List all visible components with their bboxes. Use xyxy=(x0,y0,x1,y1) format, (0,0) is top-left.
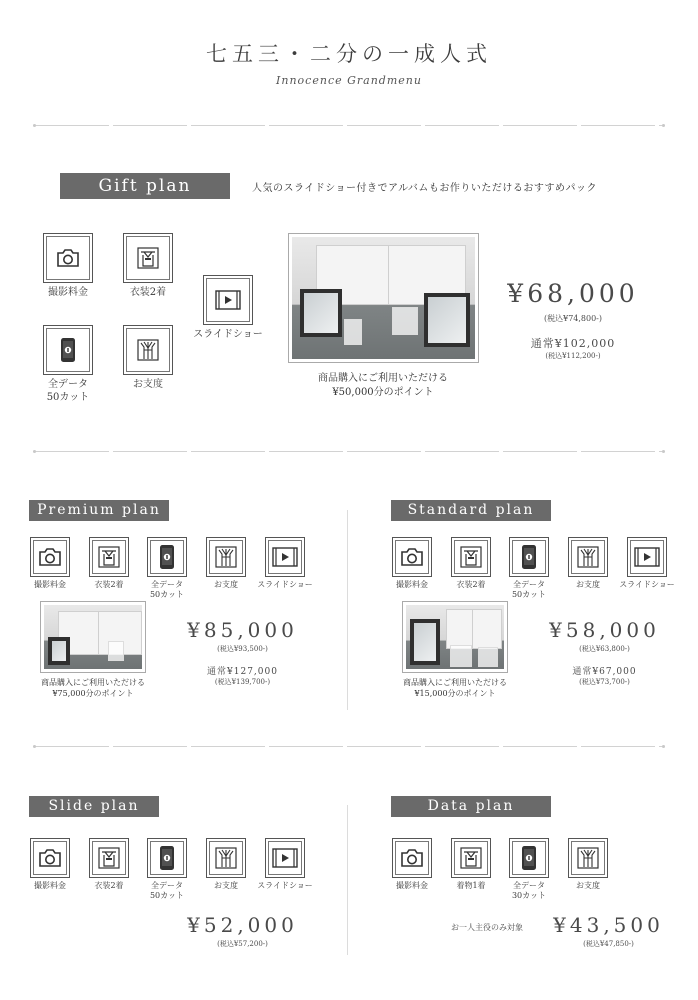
item-label: スライドショー xyxy=(619,580,675,589)
item-label: 撮影料金 xyxy=(48,287,88,298)
item-label: 全データ 50カット xyxy=(46,379,90,403)
icon-frame xyxy=(568,838,608,878)
item-label: 着物1着 xyxy=(456,881,486,890)
column-separator xyxy=(347,805,348,955)
icon-frame xyxy=(392,838,432,878)
item-label: 衣装2着 xyxy=(456,580,486,589)
item-label: 全データ 50カット xyxy=(511,580,547,599)
standard-plan-photo xyxy=(402,601,508,673)
item-label: 撮影料金 xyxy=(34,580,66,589)
premium-plan-photo xyxy=(40,601,146,673)
album-image xyxy=(44,605,142,669)
icon-frame xyxy=(206,838,246,878)
outfit-icon xyxy=(136,246,160,270)
slide-item xyxy=(142,838,192,901)
slide-plan-tax-price: (税込¥57,200-) xyxy=(217,940,268,948)
divider xyxy=(35,451,663,452)
icon-frame xyxy=(203,275,253,325)
kimono-icon xyxy=(136,338,160,362)
phone-icon xyxy=(521,544,537,570)
icon-frame xyxy=(265,838,305,878)
premium-item xyxy=(142,537,192,600)
icon-frame xyxy=(89,537,129,577)
gift-plan-regular-tax: (税込¥112,200-) xyxy=(545,352,601,360)
item-label: スライドショー xyxy=(257,881,313,890)
outfit-icon xyxy=(97,846,121,870)
icon-frame xyxy=(123,233,173,283)
gift-item xyxy=(186,275,270,342)
icon-frame xyxy=(392,537,432,577)
album-image xyxy=(292,237,475,359)
standard-plan-price: ¥58,000 xyxy=(549,618,660,642)
gift-plan-photo xyxy=(288,233,479,363)
premium-plan-regular-price: 通常¥127,000 xyxy=(207,667,278,677)
icon-frame xyxy=(451,838,491,878)
icon-frame xyxy=(206,537,246,577)
premium-plan-regular-tax: (税込¥139,700-) xyxy=(214,678,271,686)
item-label: 撮影料金 xyxy=(396,881,428,890)
icon-frame xyxy=(30,838,70,878)
premium-plan-label: Premium plan xyxy=(29,500,169,521)
premium-item xyxy=(25,537,75,590)
premium-plan-tax-price: (税込¥93,500-) xyxy=(217,645,268,653)
icon-frame xyxy=(123,325,173,375)
premium-item xyxy=(84,537,134,590)
standard-item xyxy=(504,537,554,600)
item-label: 撮影料金 xyxy=(34,881,66,890)
gift-item xyxy=(116,325,180,392)
data-item xyxy=(446,838,496,891)
icon-frame xyxy=(568,537,608,577)
kimono-icon xyxy=(214,545,238,569)
gift-plan-caption: 商品購入にご利用いただける ¥50,000分のポイント xyxy=(318,373,448,398)
camera-icon xyxy=(37,546,63,568)
gift-plan-label: Gift plan xyxy=(60,173,230,199)
icon-frame xyxy=(43,233,93,283)
icon-frame xyxy=(509,537,549,577)
data-plan-label: Data plan xyxy=(391,796,551,817)
premium-item xyxy=(201,537,251,590)
item-label: 衣装2着 xyxy=(94,580,124,589)
item-label: 衣装2着 xyxy=(94,881,124,890)
standard-item xyxy=(387,537,437,590)
item-label: スライドショー xyxy=(257,580,313,589)
item-label: 撮影料金 xyxy=(396,580,428,589)
icon-frame xyxy=(43,325,93,375)
gift-item xyxy=(116,233,180,300)
divider xyxy=(35,746,663,747)
item-label: スライドショー xyxy=(193,329,263,340)
kimono-icon xyxy=(576,846,600,870)
slide-item xyxy=(84,838,134,891)
page-subtitle: Innocence Grandmenu xyxy=(276,74,422,87)
gift-item xyxy=(36,325,100,404)
column-separator xyxy=(347,510,348,710)
item-label: お支度 xyxy=(576,881,600,890)
page-title: 七五三・二分の一成人式 xyxy=(206,42,492,66)
item-label: 全データ 30カット xyxy=(511,881,547,900)
icon-frame xyxy=(265,537,305,577)
item-label: お支度 xyxy=(576,580,600,589)
standard-item xyxy=(446,537,496,590)
gift-item xyxy=(36,233,100,300)
standard-plan-tax-price: (税込¥63,800-) xyxy=(579,645,630,653)
gift-plan-price: ¥68,000 xyxy=(507,279,639,308)
camera-icon xyxy=(399,546,425,568)
icon-frame xyxy=(451,537,491,577)
slide-plan-label: Slide plan xyxy=(29,796,159,817)
camera-icon xyxy=(55,247,81,269)
icon-frame xyxy=(89,838,129,878)
gift-plan-tagline: 人気のスライドショー付きでアルバムもお作りいただけるおすすめパック xyxy=(252,183,597,194)
slideshow-icon xyxy=(215,290,241,310)
album-image xyxy=(406,605,504,669)
item-label: 衣装2着 xyxy=(129,287,167,298)
standard-item xyxy=(614,537,680,590)
standard-plan-regular-tax: (税込¥73,700-) xyxy=(579,678,630,686)
slide-item xyxy=(252,838,318,891)
premium-plan-caption: 商品購入にご利用いただける ¥75,000分のポイント xyxy=(41,678,145,698)
item-label: お支度 xyxy=(214,881,238,890)
premium-plan-price: ¥85,000 xyxy=(187,618,298,642)
data-plan-tax-price: (税込¥47,850-) xyxy=(583,940,634,948)
standard-item xyxy=(563,537,613,590)
standard-plan-label: Standard plan xyxy=(391,500,551,521)
outfit-icon xyxy=(459,846,483,870)
gift-plan-regular-price: 通常¥102,000 xyxy=(530,337,616,350)
slide-item xyxy=(201,838,251,891)
premium-item xyxy=(252,537,318,590)
item-label: 全データ 50カット xyxy=(149,580,185,599)
phone-icon xyxy=(60,337,76,363)
slideshow-icon xyxy=(272,848,298,868)
phone-icon xyxy=(159,544,175,570)
item-label: お支度 xyxy=(214,580,238,589)
outfit-icon xyxy=(459,545,483,569)
camera-icon xyxy=(399,847,425,869)
outfit-icon xyxy=(97,545,121,569)
slideshow-icon xyxy=(272,547,298,567)
kimono-icon xyxy=(576,545,600,569)
item-label: お支度 xyxy=(133,379,163,390)
gift-plan-tax-price: (税込¥74,800-) xyxy=(543,314,603,323)
data-plan-note: お一人主役のみ対象 xyxy=(451,923,523,932)
phone-icon xyxy=(159,845,175,871)
divider xyxy=(35,125,663,126)
icon-frame xyxy=(627,537,667,577)
slide-item xyxy=(25,838,75,891)
data-item xyxy=(504,838,554,901)
icon-frame xyxy=(30,537,70,577)
slideshow-icon xyxy=(634,547,660,567)
icon-frame xyxy=(147,838,187,878)
icon-frame xyxy=(509,838,549,878)
data-item xyxy=(563,838,613,891)
camera-icon xyxy=(37,847,63,869)
data-item xyxy=(387,838,437,891)
slide-plan-price: ¥52,000 xyxy=(187,913,298,937)
icon-frame xyxy=(147,537,187,577)
standard-plan-regular-price: 通常¥67,000 xyxy=(572,667,637,677)
phone-icon xyxy=(521,845,537,871)
standard-plan-caption: 商品購入にご利用いただける ¥15,000分のポイント xyxy=(403,678,507,698)
item-label: 全データ 50カット xyxy=(149,881,185,900)
data-plan-price: ¥43,500 xyxy=(553,913,664,937)
kimono-icon xyxy=(214,846,238,870)
